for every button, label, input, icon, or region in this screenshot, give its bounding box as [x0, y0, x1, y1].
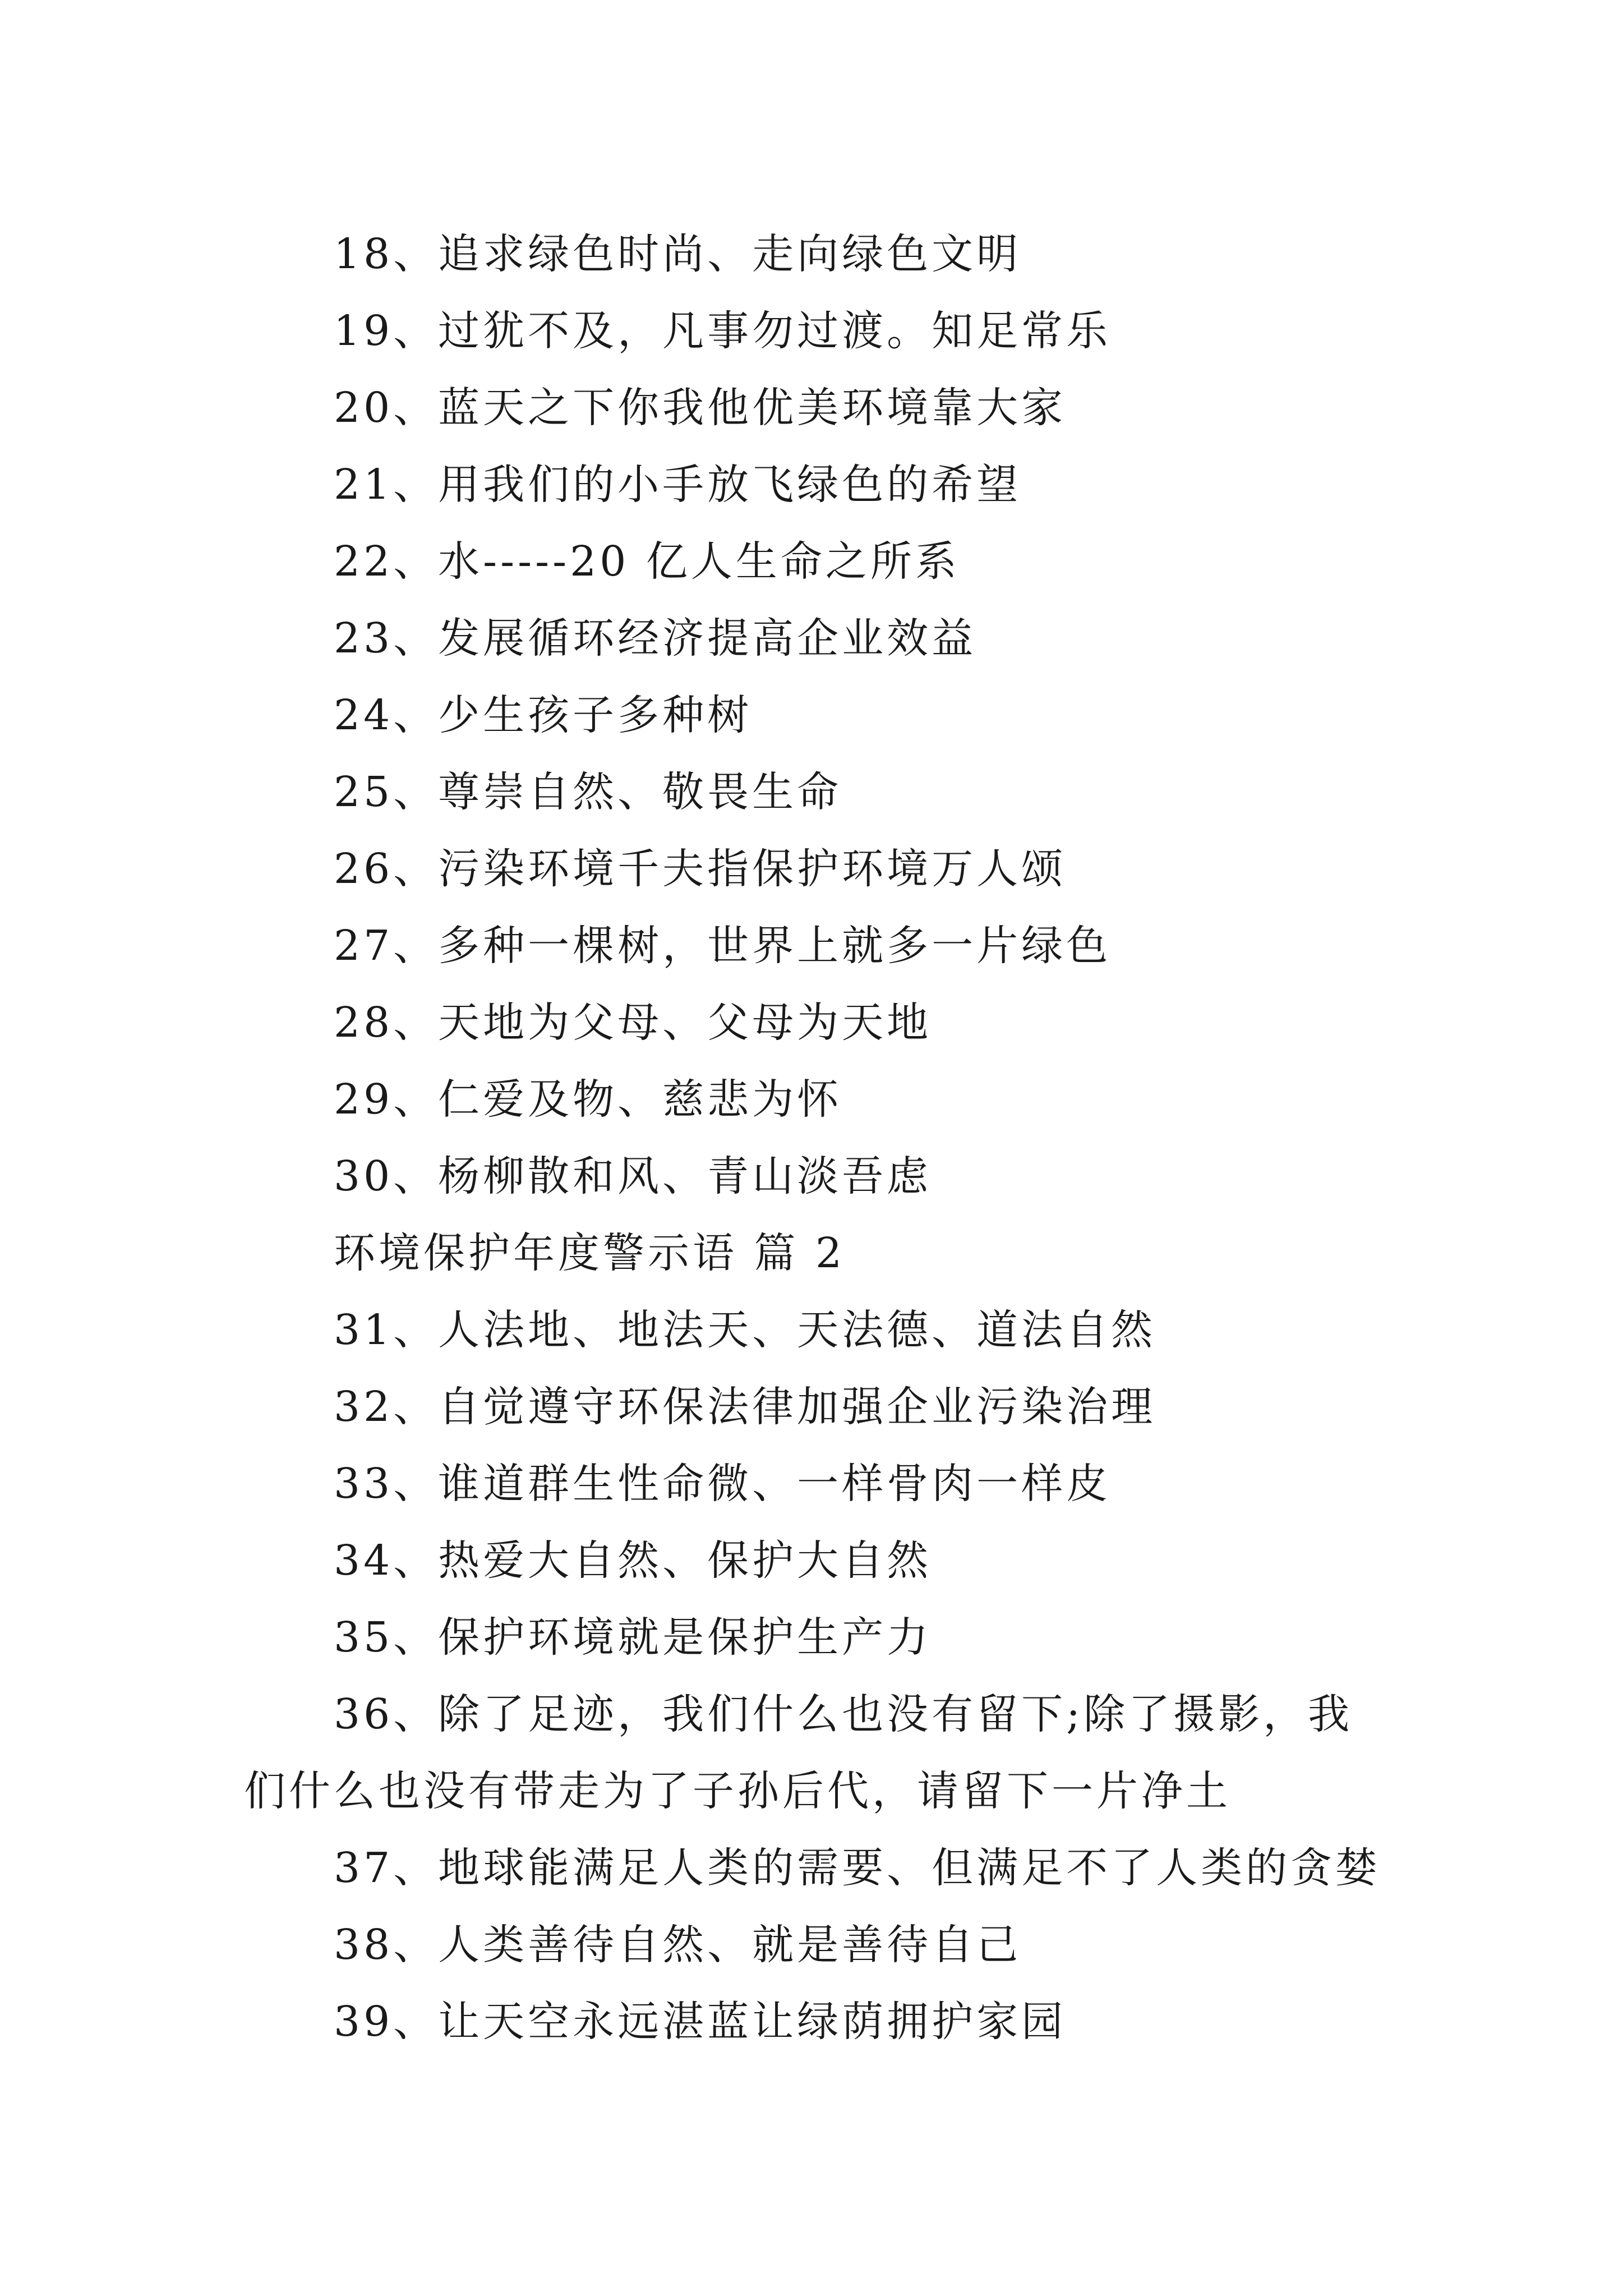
slogan-line-33: 33、谁道群生性命微、一样骨肉一样皮 — [334, 1460, 1112, 1508]
slogan-list — [244, 216, 1394, 2060]
slogan-line-30: 30、杨柳散和风、青山淡吾虑 — [334, 1152, 932, 1200]
slogan-line-39: 39、让天空永远湛蓝让绿荫拥护家园 — [334, 1998, 1067, 2046]
slogan-line-22: 22、水-----20 亿人生命之所系 — [334, 537, 960, 586]
section-heading: 环境保护年度警示语 篇 2 — [334, 1229, 846, 1277]
slogan-line-24: 24、少生孩子多种树 — [334, 691, 753, 739]
slogan-line-38: 38、人类善待自然、就是善待自己 — [334, 1921, 1022, 1969]
slogan-line-37: 37、地球能满足人类的需要、但满足不了人类的贪婪 — [334, 1844, 1381, 1892]
slogan-line-28: 28、天地为父母、父母为天地 — [334, 999, 932, 1047]
slogan-line-36: 36、除了足迹，我们什么也没有留下;除了摄影，我们什么也没有带走为了子孙后代，请留下一片净土 — [244, 1690, 1353, 1815]
slogan-line-20: 20、蓝天之下你我他优美环境靠大家 — [334, 384, 1067, 432]
slogan-line-21: 21、用我们的小手放飞绿色的希望 — [334, 461, 1022, 509]
slogan-line-18: 18、追求绿色时尚、走向绿色文明 — [334, 230, 1022, 278]
slogan-line-29: 29、仁爱及物、慈悲为怀 — [334, 1075, 842, 1124]
slogan-line-19: 19、过犹不及，凡事勿过渡。知足常乐 — [334, 307, 1112, 355]
slogan-line-27: 27、多种一棵树，世界上就多一片绿色 — [334, 922, 1112, 970]
slogan-line-23: 23、发展循环经济提高企业效益 — [334, 614, 977, 662]
slogan-line-31: 31、人法地、地法天、天法德、道法自然 — [334, 1306, 1156, 1354]
slogan-line-32: 32、自觉遵守环保法律加强企业污染治理 — [334, 1383, 1156, 1431]
slogan-line-35: 35、保护环境就是保护生产力 — [334, 1613, 932, 1662]
slogan-line-34: 34、热爱大自然、保护大自然 — [334, 1536, 932, 1585]
slogan-line-26: 26、污染环境千夫指保护环境万人颂 — [334, 845, 1067, 893]
slogan-line-25: 25、尊崇自然、敬畏生命 — [334, 768, 842, 816]
